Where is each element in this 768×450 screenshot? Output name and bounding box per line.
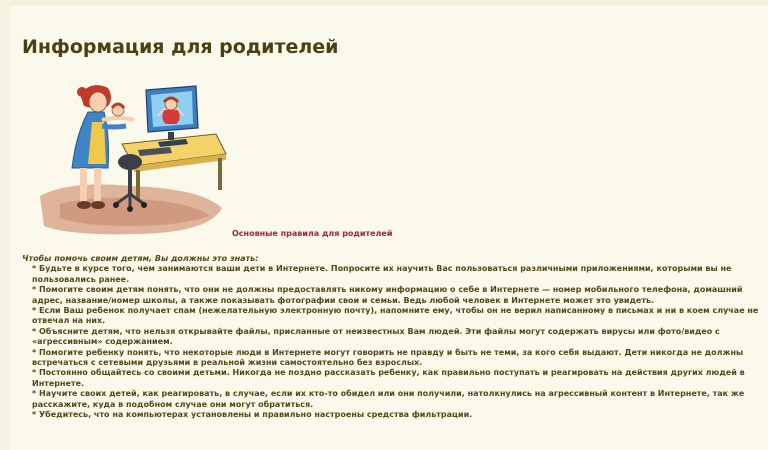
rule-item xyxy=(22,368,762,389)
rule-text: Научите своих детей, как реагировать, в случае, если их кто-то обидел или они получили, натолкнулись на агрессивный контент в Интернете, так же расскажите, куда в подобном случае они могут обратиться. xyxy=(32,389,745,409)
rule-item xyxy=(22,410,762,420)
rule-item xyxy=(22,348,762,369)
rule-item xyxy=(22,327,762,348)
top-edge xyxy=(0,0,768,6)
rule-text: Если Ваш ребенок получает спам (нежелательную электронную почту), напомните ему, чтобы он не верил написанному в письмах и ни в коем случае не отвечал на них. xyxy=(32,306,759,326)
rule-text: Помогите своим детям понять, что они не должны предоставлять никому информацию о себе в Интернете — номер мобильного телефона, домашний адрес, название/номер школы, а также показывать фотографии свои и семьи. Ведь любой человек в Интернете может это увидеть. xyxy=(32,285,743,305)
rule-text: Постоянно общайтесь со своими детьми. Никогда не поздно рассказать ребенку, как правильно поступать и реагировать на действия других людей в Интернете. xyxy=(32,368,745,388)
rule-item xyxy=(22,264,762,285)
rule-text: Будьте в курсе того, чем занимаются ваши дети в Интернете. Попросите их научить Вас пользоваться различными приложениями, которыми вы не пользовались ранее. xyxy=(32,264,732,284)
bullet-mark: * xyxy=(32,306,37,316)
rule-text: Помогите ребенку понять, что некоторые люди в Интернете могут говорить не правду и быть не теми, за кого себя выдают. Дети никогда не должны встречаться с сетевыми друзьями в реальной жизни самостоятельно без взрослых. xyxy=(32,347,744,368)
bullet-mark: * xyxy=(32,368,37,378)
rules-text xyxy=(22,254,762,421)
page-title: Информация для родителей xyxy=(22,36,339,58)
rules-subtitle: Основные правила для родителей xyxy=(232,229,393,238)
bullet-mark: * xyxy=(32,347,37,357)
rule-item xyxy=(22,306,762,327)
bullet-mark: * xyxy=(32,326,37,336)
rules-intro: Чтобы помочь своим детям, Вы должны это знать: xyxy=(22,254,259,263)
rule-item xyxy=(22,389,762,410)
bullet-mark: * xyxy=(32,285,37,295)
bullet-mark: * xyxy=(32,410,37,420)
bullet-mark: * xyxy=(32,264,37,274)
parent-and-child-at-computer-illustration xyxy=(30,76,230,238)
rule-item xyxy=(22,285,762,306)
left-edge xyxy=(0,0,10,450)
rule-text: Объясните детям, что нельзя открывайте файлы, присланные от неизвестных Вам людей. Эти файлы могут содержать вирусы или фото/видео с «агрессивным» содержанием. xyxy=(32,326,720,347)
bullet-mark: * xyxy=(32,389,37,399)
rule-text: Убедитесь, что на компьютерах установлены и правильно настроены средства фильтрации. xyxy=(38,410,473,420)
